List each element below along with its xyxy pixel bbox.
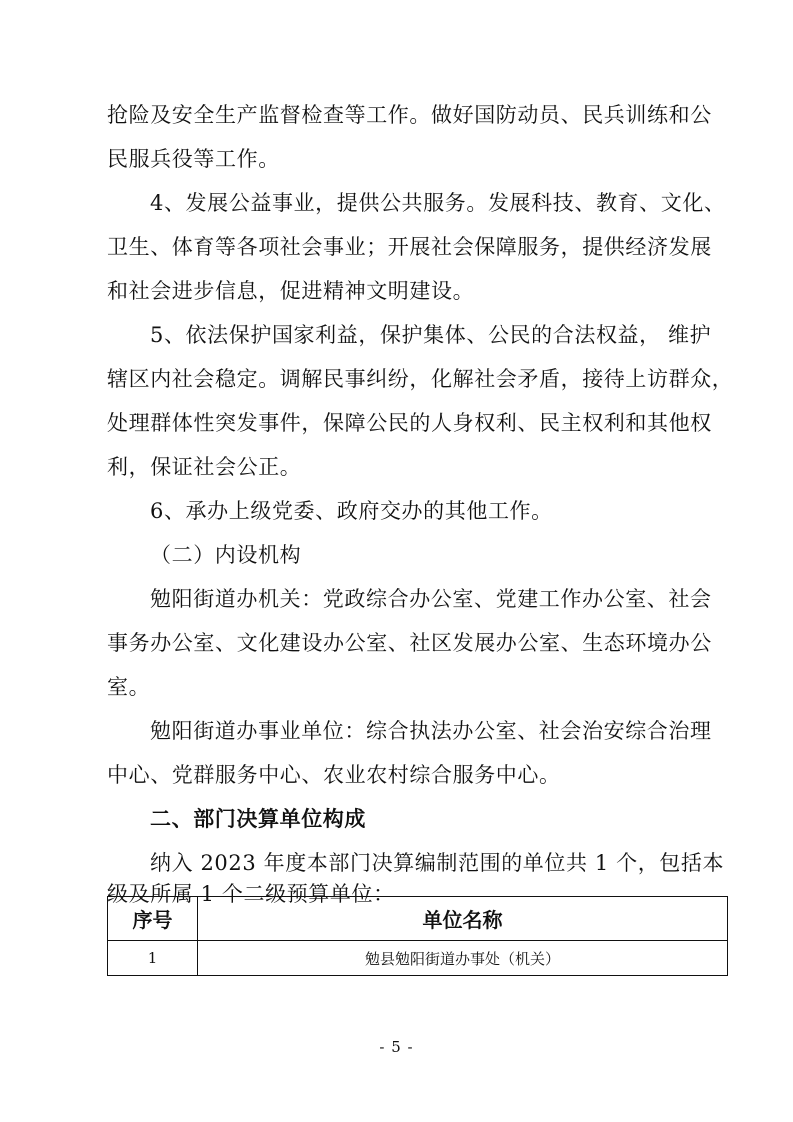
column-header-serial: 序号 [108,897,198,941]
body-text-line: 室。 [107,675,151,699]
body-text-line: 民服兵役等工作。 [107,147,280,171]
body-text-line: 6、承办上级党委、政府交办的其他工作。 [150,499,553,523]
body-text-line: 中心、党群服务中心、农业农村综合服务中心。 [107,763,561,787]
body-text-line: 勉阳街道办事业单位：综合执法办公室、社会治安综合治理 [150,719,712,743]
body-text-line: 抢险及安全生产监督检查等工作。做好国防动员、民兵训练和公 [107,103,712,127]
body-text-line: 处理群体性突发事件，保障公民的人身权利、民主权利和其他权 [107,411,712,435]
body-text-line: 勉阳街道办机关：党政综合办公室、党建工作办公室、社会 [150,587,712,611]
column-header-unit-name: 单位名称 [198,897,728,941]
body-text-line: 4、发展公益事业，提供公共服务。发展科技、教育、文化、 [150,191,726,215]
table-row [108,941,728,976]
cell-serial: 1 [108,941,198,976]
section-heading: 二、部门决算单位构成 [150,807,366,831]
body-text-line: 5、依法保护国家利益，保护集体、公民的合法权益， 维护 [150,323,712,347]
body-text-line: 事务办公室、文化建设办公室、社区发展办公室、生态环境办公 [107,631,712,655]
page-number: - 5 - [379,1038,414,1056]
body-text-line: 纳入 2023 年度本部门决算编制范围的单位共 1 个，包括本 [150,851,725,875]
section-subheading: （二）内设机构 [150,543,302,567]
cell-unit-name: 勉县勉阳街道办事处（机关） [198,941,728,976]
table-header-row [108,897,728,941]
body-text-line: 卫生、体育等各项社会事业；开展社会保障服务，提供经济发展 [107,235,712,259]
unit-table [107,896,728,976]
body-text-line: 辖区内社会稳定。调解民事纠纷，化解社会矛盾，接待上访群众， [107,367,734,391]
body-text-line: 级及所属 1 个二级预算单位： [107,882,395,906]
body-text-line: 和社会进步信息，促进精神文明建设。 [107,279,475,303]
body-text-line: 利，保证社会公正。 [107,455,302,479]
